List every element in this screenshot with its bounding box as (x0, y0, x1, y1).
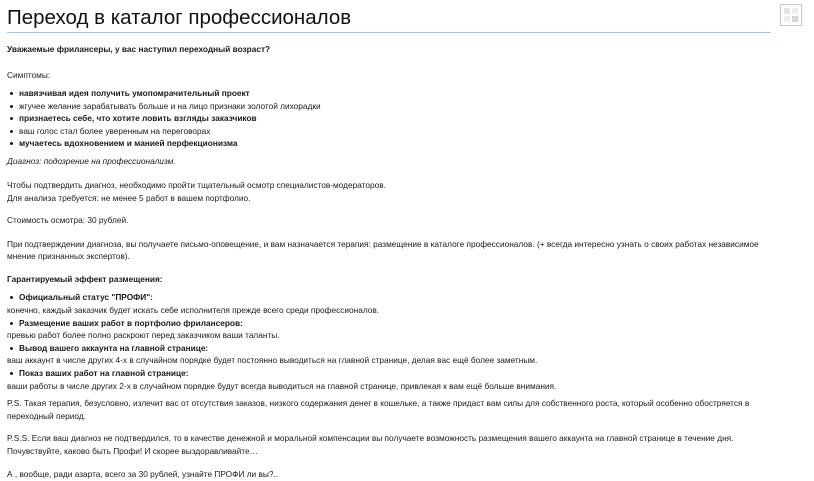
effect-desc: ваш аккаунт в числе других 4-х в случайном порядке будет постоянно выводиться на главной странице, делая вас ещё более заметным. (7, 355, 538, 366)
symptoms-list (7, 87, 771, 150)
effect-title: Гарантируемый эффект размещения: (7, 273, 163, 284)
list-item: жгучее желание зарабатывать больше и на лицо признаки золотой лихорадки (7, 100, 771, 113)
effect-desc: ваши работы в числе других 2-х в случайном порядке будут всегда выводиться на главной странице, привлекая к вам ещё больше внимания. (7, 380, 557, 391)
effect-head: Размещение ваших работ в портфолио фрилансеров: (19, 317, 243, 328)
diagnosis: Диагноз: подозрение на профессионализм. (7, 155, 176, 166)
cost-text: Стоимость осмотра: 30 рублей. (7, 215, 129, 226)
list-item: мучаетесь вдохновением и манией перфекционизма (7, 137, 771, 150)
page-title: Переход в каталог профессионалов (7, 6, 771, 33)
symptoms-label: Симптомы: (7, 69, 51, 80)
list-item: признаетесь себе, что хотите ловить взгляды заказчиков (7, 112, 771, 125)
list-item (7, 291, 771, 316)
page-content (7, 6, 771, 481)
effect-head: Вывод вашего аккаунта на главной странице: (19, 342, 209, 353)
broken-image-icon (780, 4, 802, 26)
confirm-text: При подтверждении диагноза, вы получаете письмо-оповещение, и вам назначается терапия: размещение в каталоге профессионалов. (+ всегда интересно узнать о своих работах независимое мнение признанных экспертов). (7, 238, 759, 262)
pss-text: P.S.S. Если ваш диагноз не подтвердился, то в качестве денежной и моральной компенсации вы получаете возможность размещения вашего аккаунта на главной странице в течение дня. Почувствуйте, каково быть Профи! И скорее выздоравливайте… (7, 433, 734, 456)
effect-head: Официальный статус "ПРОФИ": (19, 292, 153, 303)
list-item: ваш голос стал более уверенным на переговорах (7, 125, 771, 138)
list-item (7, 317, 771, 342)
check-line-1: Чтобы подтвердить диагноз, необходимо пройти тщательный осмотр специалистов-модераторов. (7, 180, 386, 191)
closing-text: А , вообще, ради азарта, всего за 30 рублей, узнайте ПРОФИ ли вы?.. (7, 469, 279, 480)
list-item: навязчивая идея получить умопомрачительный проект (7, 87, 771, 100)
effects-list (7, 291, 771, 392)
effect-desc: конечно, каждый заказчик будет искать себе исполнителя прежде всего среди профессионалов. (7, 305, 380, 316)
check-line-2: Для анализа требуется: не менее 5 работ в вашем портфолио. (7, 192, 251, 203)
ps-text: P.S. Такая терапия, безусловно, излечит вас от отсутствия заказов, низкого содержания денег в кошельке, а также придаст вам силы для собственного роста, который особенно обостряется в переходный период. (7, 398, 750, 421)
effect-desc: превью работ более полно раскроют перед заказчиком ваши таланты. (7, 330, 280, 341)
list-item (7, 367, 771, 392)
intro-question: Уважаемые фрилансеры, у вас наступил переходный возраст? (7, 44, 271, 54)
effect-head: Показ ваших работ на главной странице: (19, 368, 189, 379)
list-item (7, 342, 771, 367)
